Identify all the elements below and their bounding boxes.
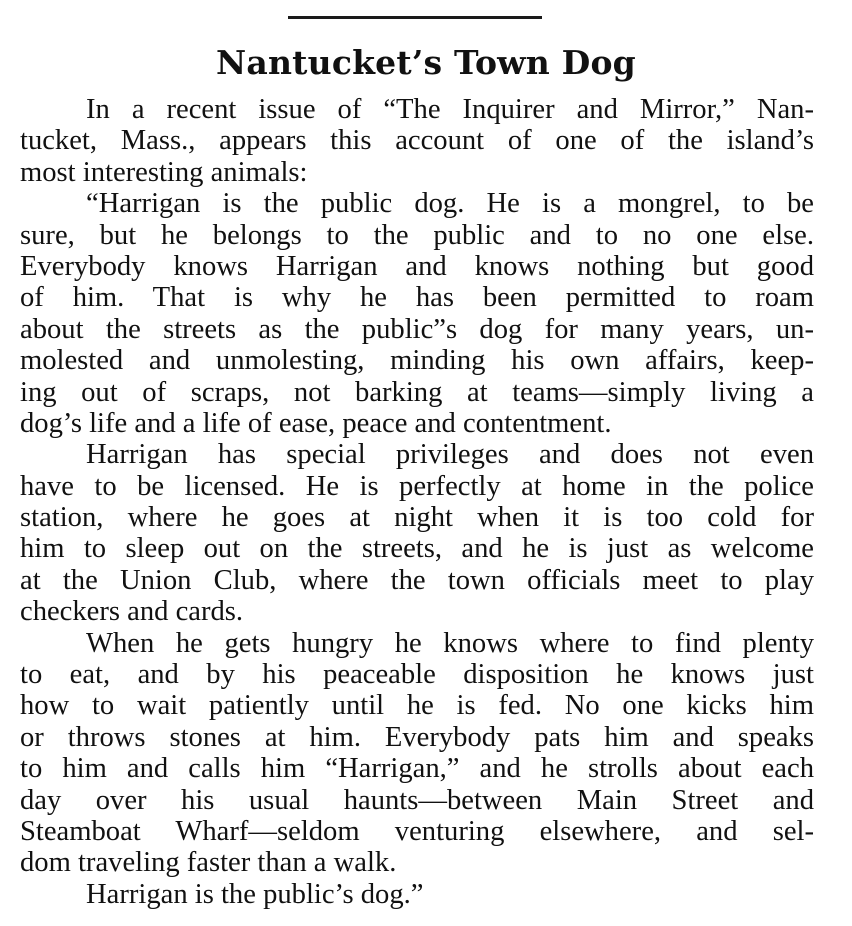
article-body (20, 94, 814, 910)
header-rule (288, 16, 542, 19)
body-line: at the Union Club, where the town officials meet to play (20, 564, 814, 596)
body-line: to him and calls him “Harrigan,” and he strolls about each (20, 753, 814, 785)
body-line: him to sleep out on the streets, and he is just as welcome (20, 533, 814, 565)
body-line: ing out of scraps, not barking at teams—simply living a (20, 376, 814, 408)
body-line: When he gets hungry he knows where to find plenty (86, 627, 814, 659)
body-line: or throws stones at him. Everybody pats him and speaks (20, 721, 814, 753)
body-line: Everybody knows Harrigan and knows nothing but good (20, 250, 814, 282)
body-line: dom traveling faster than a walk. (20, 847, 397, 879)
body-line: to eat, and by his peaceable disposition he knows just (20, 659, 814, 691)
article-title: Nantucket’s Town Dog (216, 43, 636, 82)
body-line: tucket, Mass., appears this account of one of the island’s (20, 125, 814, 157)
body-line: about the streets as the public”s dog for many years, un- (20, 313, 814, 345)
body-line: have to be licensed. He is perfectly at home in the police (20, 470, 814, 502)
body-line: “Harrigan is the public dog. He is a mongrel, to be (86, 188, 814, 220)
body-line: day over his usual haunts—between Main Street and (20, 784, 814, 816)
body-line: of him. That is why he has been permitted to roam (20, 282, 814, 314)
body-line: Harrigan is the public’s dog.” (86, 878, 424, 910)
body-line: checkers and cards. (20, 596, 244, 628)
body-line: sure, but he belongs to the public and to no one else. (20, 219, 814, 251)
body-line: most interesting animals: (20, 156, 308, 188)
body-line: how to wait patiently until he is fed. No one kicks him (20, 690, 814, 722)
body-line: station, where he goes at night when it is too cold for (20, 502, 814, 534)
body-line: dog’s life and a life of ease, peace and contentment. (20, 407, 612, 439)
body-line: Steamboat Wharf—seldom venturing elsewhere, and sel- (20, 815, 814, 847)
body-line: Harrigan has special privileges and does not even (86, 439, 814, 471)
body-line: In a recent issue of “The Inquirer and Mirror,” Nan- (86, 94, 814, 125)
body-line: molested and unmolesting, minding his own affairs, keep- (20, 345, 814, 377)
